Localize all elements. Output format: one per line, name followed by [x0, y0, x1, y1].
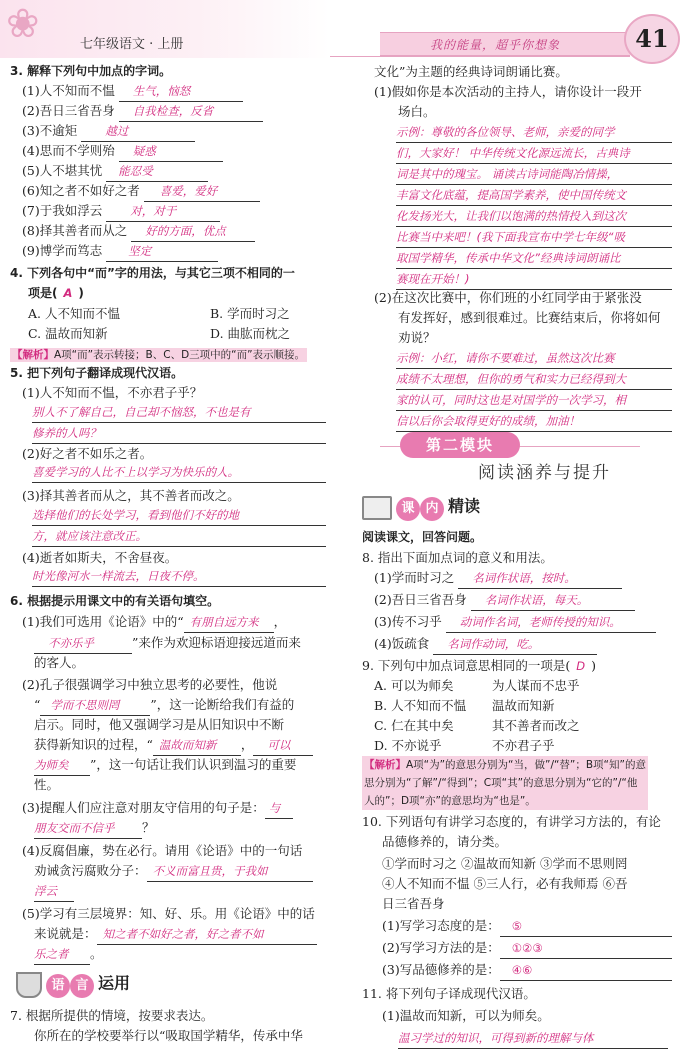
q7-1: 场白。 — [398, 104, 436, 119]
q6-1: 不亦乐乎 ”来作为欢迎标语迎接远道而来 — [34, 633, 301, 654]
q10-title: 10. 下列语句有讲学习态度的，有讲学习方法的，有论 — [362, 814, 661, 829]
q7-title: 7. 根据所提供的情境，按要求表达。 — [10, 1008, 214, 1023]
q3-item: (6)知之者不如好之者 喜爱，爱好 — [22, 181, 260, 202]
q8-item: (4)饭疏食 名词作动词，吃。 — [374, 634, 597, 655]
q5-title: 5. 把下列句子翻译成现代汉语。 — [10, 366, 184, 380]
q5-question: (2)好之者不如乐之者。 — [22, 446, 153, 461]
q9-option: 不亦君子乎 — [492, 738, 555, 753]
q4-option: C. 温故而知新 — [28, 326, 108, 341]
q4-title: 4. 下列各句中“而”字的用法，与其它三项不相同的一 — [10, 266, 295, 280]
q6-title: 6. 根据提示用课文中的有关语句填空。 — [10, 594, 220, 608]
q3-item: (2)吾日三省吾身 自我检查，反省 — [22, 101, 263, 122]
q7-1-answer: 示例：尊敬的各位领导、老师，亲爱的同学 们，大家好！ 中华传统文化源远流长，古典诗 词是其中的瑰宝。 诵读古诗词能陶冶情操， 丰富文化底蕴，提高国学素养，使中国传统文 化发扬光大，让我们以饱满的热情投入到这次 比赛当中来吧！(我下面我宣布中学七年级“吸 取国学精华，传承中华文化”经典诗词朗诵比 赛现在开始！) — [396, 122, 672, 290]
q9-option: C. 仁在其中矣 — [374, 718, 454, 733]
q10-list: ①学而时习之 ②温故而知新 ③学而不思则罔 — [382, 856, 628, 871]
q5-question: (1)人不知而不愠，不亦君子乎？ — [22, 385, 203, 400]
q7-2: 劝说？ — [398, 330, 436, 345]
q5-answer: 时光像河水一样流去，日夜不停。 — [32, 566, 326, 587]
q9-option: 为人谋而不忠乎 — [492, 678, 580, 693]
q6-2: 性。 — [34, 777, 60, 792]
q10-item: (2)写学习方法的是： ①②③ — [382, 938, 672, 959]
q9-option: B. 人不知而不愠 — [374, 698, 467, 713]
q4-answer-line: 项是( A ) — [28, 286, 84, 300]
q9-option: 其不善者而改之 — [492, 718, 580, 733]
floral-ornament-icon: ❀ — [6, 1, 40, 47]
q6-4: (4)反腐倡廉，势在必行。请用《论语》中的一句话 — [22, 843, 303, 858]
section-kenei: 课 内 精读 — [362, 496, 480, 521]
q6-1: (1)我们可选用《论语》中的“ 有朋自远方来 ， — [22, 612, 286, 633]
q9-option: 温故而知新 — [492, 698, 555, 713]
q10-list: 日三省吾身 — [382, 896, 445, 911]
q3-item: (9)博学而笃志 坚定 — [22, 241, 218, 262]
q6-5: 来说就是： 知之者不如好之者，好之者不如 — [34, 924, 317, 945]
q3-item: (5)人不堪其忧 能忍受 — [22, 161, 208, 182]
q9-title: 9. 下列句中加点词意思相同的一项是( D ) — [362, 658, 597, 673]
page-number: 41 — [624, 14, 680, 64]
q11-1: (1)温故而知新，可以为师矣。 — [382, 1008, 550, 1023]
page-header — [0, 0, 688, 60]
q6-2: 为师矣 ”，这一句话让我们认识到温习的重要 — [34, 755, 296, 776]
slogan-text: 我的能量，超乎你想象 — [430, 38, 561, 52]
q8-item: (3)传不习乎 动词作名词，老师传授的知识。 — [374, 612, 656, 633]
q7-1: (1)假如你是本次活动的主持人，请你设计一段开 — [374, 84, 642, 99]
q6-4: 浮云 — [34, 881, 74, 902]
q11-1-answer: 温习学过的知识，可得到新的理解与体 — [398, 1028, 668, 1049]
blackboard-icon — [362, 496, 392, 520]
q10-item: (1)写学习态度的是： ⑤ — [382, 916, 672, 937]
q3-item: (7)于我如浮云 对，对于 — [22, 201, 220, 222]
q10-item: (3)写品德修养的是： ④⑥ — [382, 960, 672, 981]
q5-answer: 喜爱学习的人比不上以学习为快乐的人。 — [32, 462, 326, 483]
q10-list: ④人不知而不愠 ⑤三人行，必有我师焉 ⑥吾 — [382, 876, 628, 891]
q6-2: 获得新知识的过程，“ 温故而知新 ， 可以 — [34, 735, 313, 756]
header-divider — [330, 56, 630, 57]
q5-question: (3)择其善者而从之，其不善者而改之。 — [22, 488, 240, 503]
q7-2: 有发挥好，感到很难过。比赛结束后，你将如何 — [398, 310, 661, 325]
q9-option: D. 不亦说乎 — [374, 738, 442, 753]
read-title: 阅读课文，回答问题。 — [362, 530, 483, 544]
q7-2: (2)在这次比赛中，你们班的小红同学由于紧张没 — [374, 290, 642, 305]
q3-item: (1)人不知而不愠 生气，恼怒 — [22, 81, 243, 102]
q3-item: (8)择其善者而从之 好的方面，优点 — [22, 221, 255, 242]
q6-5: 乐之者 。 — [34, 944, 103, 965]
q5-answer: 别人不了解自己，自己却不恼怒，不也是有 修养的人吗？ — [32, 402, 326, 444]
q3-item: (3)不逾矩 越过 — [22, 121, 195, 142]
q7-2-answer: 示例：小红，请你不要难过，虽然这次比赛 成绩不太理想，但你的勇气和实力已经得到大 家的认可，同时这也是对国学的一次学习，相 信以后你会取得更好的成绩，加油！ — [396, 348, 672, 432]
q6-3: (3)提醒人们应注意对朋友守信用的句子是： 与 — [22, 798, 293, 819]
q9-analysis: 【解析】A项“为”的意思分别为“当，做”/“替”；B项“知”的意 思分别为“了解”/“得到”；C项“其”的意思分别为“它的”/“他 人的”；D项“亦”的意思均为“也是”。 — [362, 756, 648, 810]
module-subtitle: 阅读涵养与提升 — [478, 463, 611, 483]
q3-item: (4)思而不学则殆 疑惑 — [22, 141, 223, 162]
q11-title: 11. 将下列句子译成现代汉语。 — [362, 986, 536, 1001]
q6-3: 朋友交而不信乎 ？ — [34, 818, 155, 839]
q8-title: 8. 指出下面加点词的意义和用法。 — [362, 550, 553, 565]
q6-2: (2)孔子很强调学习中独立思考的必要性，他说 — [22, 677, 278, 692]
q4-option: B. 学而时习之 — [210, 306, 290, 321]
paint-pot-icon — [16, 972, 42, 998]
q6-2: 启示。同时，他又强调学习是从旧知识中不断 — [34, 717, 285, 732]
book-title: 七年级语文 · 上册 — [80, 37, 184, 52]
q7-cont: 文化”为主题的经典诗词朗诵比赛。 — [374, 64, 568, 79]
q4-option: D. 曲肱而枕之 — [210, 326, 291, 341]
q9-option: A. 可以为师矣 — [374, 678, 454, 693]
q5-question: (4)逝者如斯夫，不舍昼夜。 — [22, 550, 178, 565]
q8-item: (1)学而时习之 名词作状语，按时。 — [374, 568, 622, 589]
q3-title: 3. 解释下列句中加点的字词。 — [10, 64, 172, 78]
q6-1: 的客人。 — [34, 655, 85, 670]
q10-title: 品德修养的，请分类。 — [382, 834, 508, 849]
module-title: 第二模块 — [400, 432, 520, 458]
q5-answer: 选择他们的长处学习，看到他们不好的地 方，就应该注意改正。 — [32, 505, 326, 547]
q7-text: 你所在的学校要举行以“吸取国学精华，传承中华 — [34, 1028, 303, 1043]
q6-4: 劝诫贪污腐败分子： 不义而富且贵，于我如 — [34, 861, 313, 882]
q6-2: “ 学而不思则罔 ”，这一论断给我们有益的 — [34, 695, 294, 716]
section-yuyan: 语 言 运用 — [16, 972, 130, 998]
q8-item: (2)吾日三省吾身 名词作状语，每天。 — [374, 590, 635, 611]
q6-5: (5)学习有三层境界：知、好、乐。用《论语》中的话 — [22, 906, 315, 921]
q4-option: A. 人不知而不愠 — [28, 306, 120, 321]
q4-analysis: 【解析】A项“而”表示转接；B、C、D三项中的“而”表示顺接。 — [12, 349, 306, 361]
